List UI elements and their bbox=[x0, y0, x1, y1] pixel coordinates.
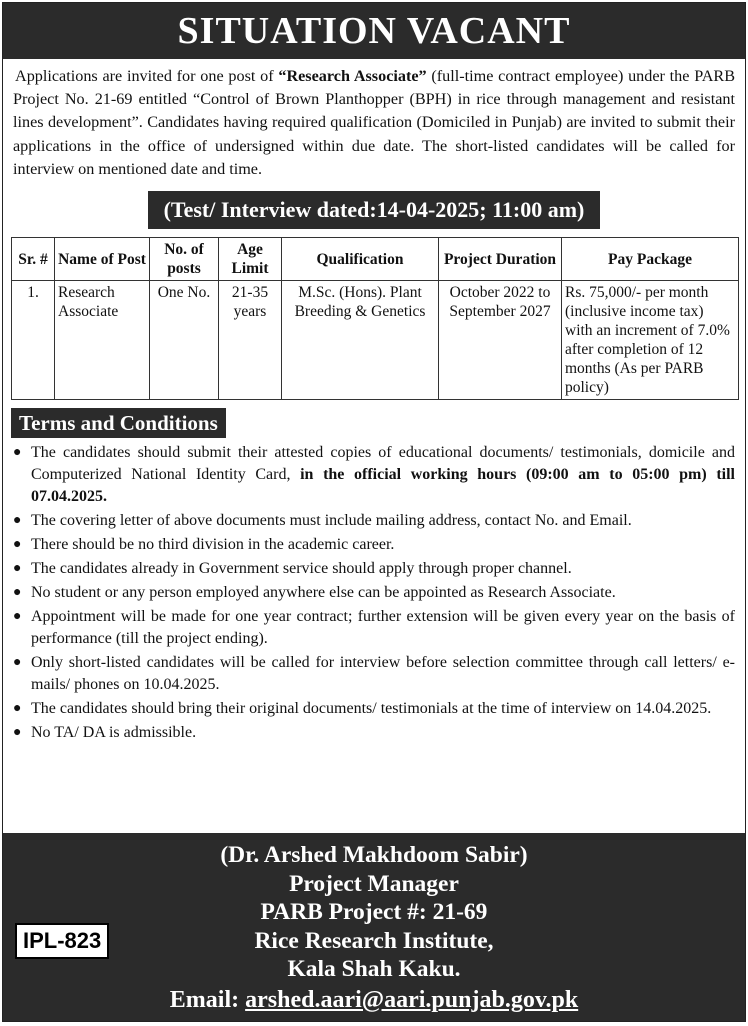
vacancy-table bbox=[11, 237, 739, 400]
bullet-icon: ● bbox=[13, 655, 22, 671]
list-item: ● Appointment will be made for one year contract; further extension will be given every year on the basis of performance (till the project ending). bbox=[13, 608, 735, 648]
cell-qualification: M.Sc. (Hons). Plant Breeding & Genetics bbox=[282, 281, 439, 400]
list-item: ● Only short-listed candidates will be called for interview before selection committee through call letters/ e-mails/ phones on 10.04.2025. bbox=[13, 654, 735, 694]
officer-designation: Project Manager bbox=[289, 870, 459, 897]
bullet-icon: ● bbox=[13, 585, 22, 601]
col-header-posts: No. of posts bbox=[150, 238, 219, 281]
cell-age: 21-35 years bbox=[219, 281, 282, 400]
cell-pay: Rs. 75,000/- per month (inclusive income tax) with an increment of 7.0% after completion of 12 months (As per PARB policy) bbox=[562, 281, 739, 400]
col-header-pay: Pay Package bbox=[562, 238, 739, 281]
col-header-qualification: Qualification bbox=[282, 238, 439, 281]
col-header-age: Age Limit bbox=[219, 238, 282, 281]
list-item: ● The covering letter of above documents must include mailing address, contact No. and Email. bbox=[11, 510, 735, 532]
list-item: ● No student or any person employed anywhere else can be appointed as Research Associate. bbox=[11, 582, 735, 604]
project-number: PARB Project #: 21-69 bbox=[260, 899, 488, 925]
col-header-post: Name of Post bbox=[55, 238, 150, 281]
terms-list bbox=[3, 442, 745, 744]
intro-post-name: “Research Associate” bbox=[278, 67, 427, 85]
bullet-icon: ● bbox=[13, 537, 22, 553]
list-item: ● The candidates already in Government service should apply through proper channel. bbox=[11, 558, 735, 580]
col-header-sr: Sr. # bbox=[12, 238, 55, 281]
bullet-icon: ● bbox=[13, 513, 22, 529]
email-label: Email: bbox=[169, 986, 246, 1013]
ipl-code-badge: IPL-823 bbox=[15, 923, 109, 959]
cell-sr: 1. bbox=[12, 281, 55, 400]
list-item: ● There should be no third division in the academic career. bbox=[11, 534, 735, 556]
intro-text-rest: (full-time contract employee) under the PARB Project No. 21-69 entitled “Control of Brown Planthopper (BPH) in rice through management and resistant lines development”. Candidates having required qualification (Domiciled in Punjab) are invited to submit their applications in the office of undersigned within due date. The short-listed candidates will be called for interview on mentioned date and time. bbox=[13, 67, 736, 178]
terms-heading: Terms and Conditions bbox=[11, 408, 226, 438]
intro-text-start: Applications are invited for one post of bbox=[15, 67, 279, 85]
bullet-icon: ● bbox=[13, 725, 22, 741]
interview-date-banner: (Test/ Interview dated:14-04-2025; 11:00 am) bbox=[148, 191, 601, 229]
bullet-icon: ● bbox=[13, 561, 22, 577]
bullet-icon: ● bbox=[13, 701, 22, 717]
table-row bbox=[12, 281, 739, 400]
list-item: ● The candidates should bring their original documents/ testimonials at the time of interview on 14.04.2025. bbox=[11, 698, 735, 720]
email-link[interactable]: arshed.aari@aari.punjab.gov.pk bbox=[245, 986, 579, 1013]
cell-posts: One No. bbox=[150, 281, 219, 400]
list-item: ● The candidates should submit their attested copies of educational documents/ testimonials, domicile and Computerized National Identity Card, in the official working hours (09:00 am to 05:00 pm) till 07.04.2025. bbox=[13, 444, 735, 506]
table-header-row bbox=[12, 238, 739, 281]
contact-footer bbox=[3, 833, 745, 1021]
interview-banner-wrap bbox=[3, 191, 745, 229]
institute-name: Rice Research Institute, bbox=[254, 927, 494, 954]
intro-paragraph bbox=[3, 59, 745, 181]
advertisement-page bbox=[2, 2, 746, 1022]
bullet-icon: ● bbox=[13, 445, 22, 461]
col-header-duration: Project Duration bbox=[439, 238, 562, 281]
list-item: ● No TA/ DA is admissible. bbox=[11, 722, 735, 744]
cell-duration: October 2022 to September 2027 bbox=[439, 281, 562, 400]
cell-post: Research Associate bbox=[55, 281, 150, 400]
officer-name: (Dr. Arshed Makhdoom Sabir) bbox=[220, 842, 528, 868]
institute-location: Kala Shah Kaku. bbox=[287, 956, 461, 982]
bullet-icon: ● bbox=[13, 609, 22, 625]
email-line bbox=[3, 986, 745, 1015]
page-title: SITUATION VACANT bbox=[3, 3, 745, 59]
